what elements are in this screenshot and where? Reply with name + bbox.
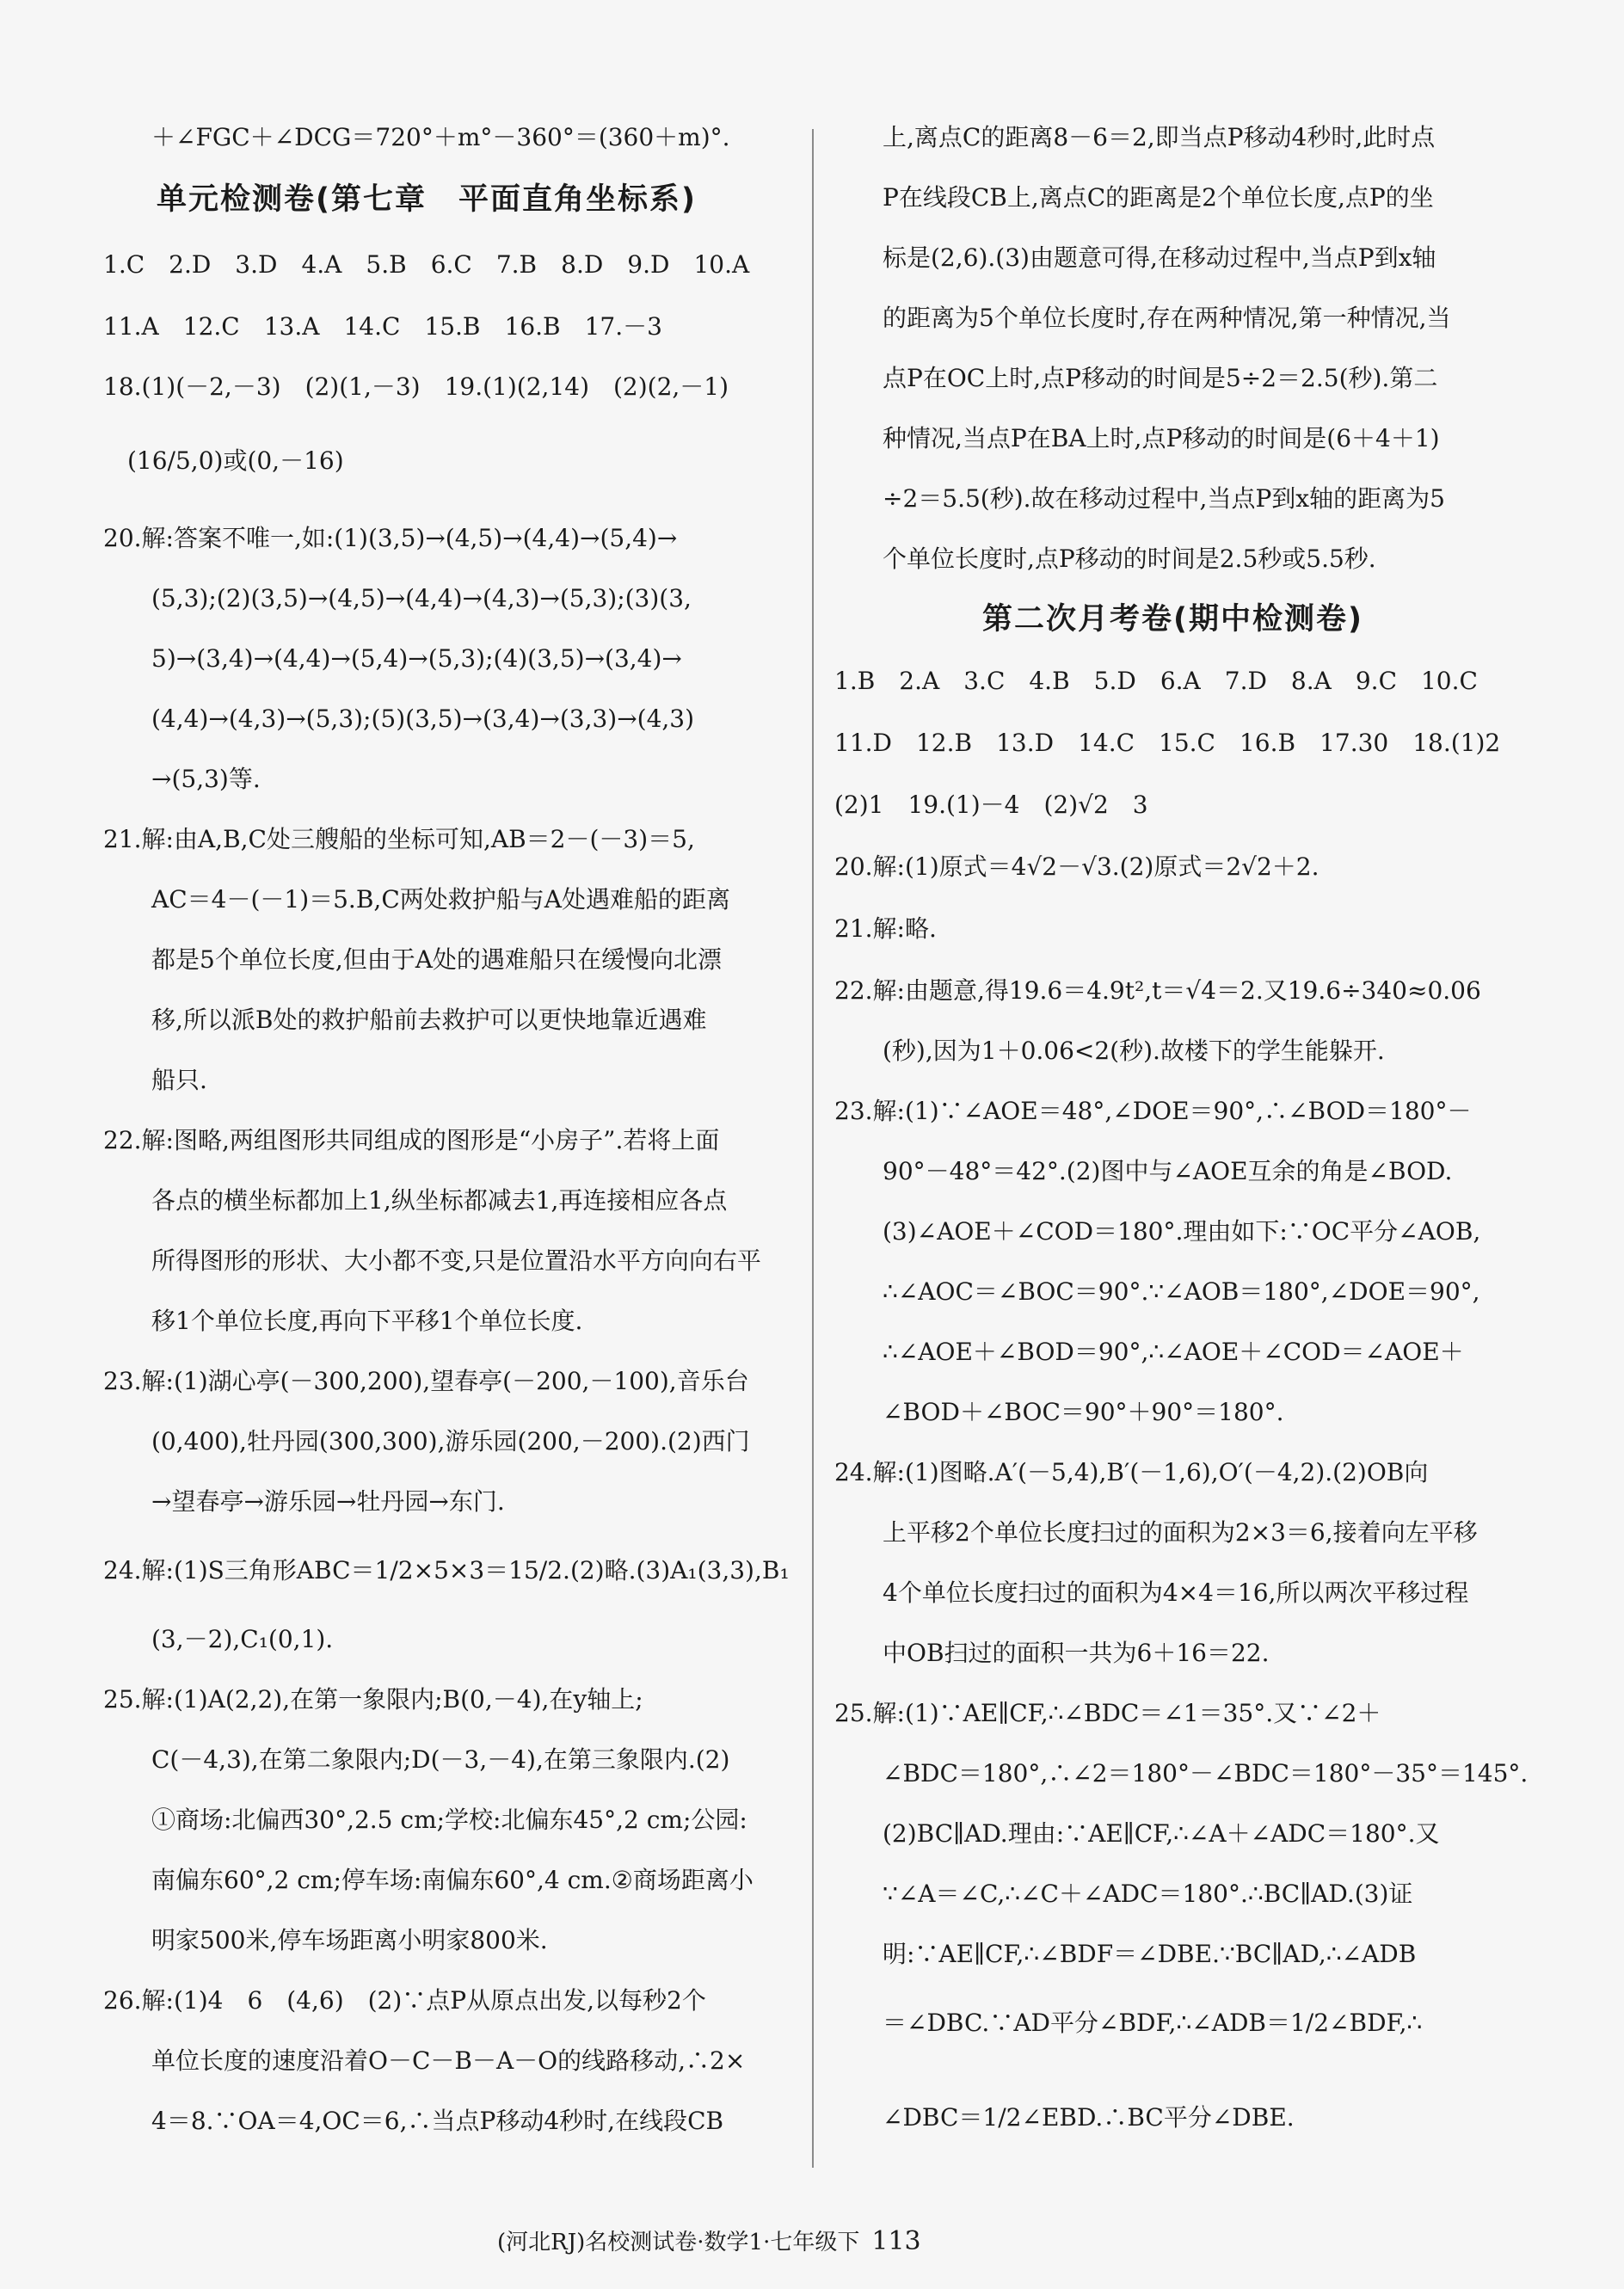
answer-line: 23.解:(1)∵∠AOE＝48°,∠DOE＝90°,∴∠BOD＝180°－ [834,1097,1472,1125]
answer-line: (16/5,0)或(0,－16) [127,446,344,475]
answer-line: 22.解:图略,两组图形共同组成的图形是“小房子”.若将上面 [103,1126,720,1154]
answer-line: ∠DBC＝1/2∠EBD.∴BC平分∠DBE. [883,2103,1295,2132]
answer-line: 4＝8.∵OA＝4,OC＝6,∴当点P移动4秒时,在线段CB [151,2107,724,2135]
page-footer [497,2227,921,2257]
answer-line: 5)→(3,4)→(4,4)→(5,4)→(5,3);(4)(3,5)→(3,4)→ [151,644,682,673]
answer-line: 23.解:(1)湖心亭(－300,200),望春亭(－200,－100),音乐台 [103,1367,749,1395]
page-number: 113 [871,2226,921,2256]
answer-line: (3)∠AOE＋∠COD＝180°.理由如下:∵OC平分∠AOB, [883,1217,1481,1246]
answer-line: ∠BDC＝180°,∴∠2＝180°－∠BDC＝180°－35°＝145°. [883,1759,1529,1788]
answer-line: 21.解:略. [834,914,937,943]
answer-line: ÷2＝5.5(秒).故在移动过程中,当点P到x轴的距离为5 [883,484,1445,513]
answer-line: ①商场:北偏西30°,2.5 cm;学校:北偏东45°,2 cm;公园: [151,1806,747,1834]
answer-line: (0,400),牡丹园(300,300),游乐园(200,－200).(2)西门 [151,1427,750,1455]
answer-line: 明家500米,停车场距离小明家800米. [151,1926,548,1954]
answer-line: 明:∵AE∥CF,∴∠BDF＝∠DBE.∵BC∥AD,∴∠ADB [883,1940,1417,1968]
answer-line: (4,4)→(4,3)→(5,3);(5)(3,5)→(3,4)→(3,3)→(4,3) [151,705,695,733]
section-heading-midterm: 第二次月考卷(期中检测卷) [982,602,1363,637]
answer-line: 25.解:(1)∵AE∥CF,∴∠BDC＝∠1＝35°.又∵∠2＋ [834,1699,1381,1727]
answer-line: 24.解:(1)图略.A′(－5,4),B′(－1,6),O′(－4,2).(2)OB向 [834,1458,1429,1486]
answer-line: 1.B 2.A 3.C 4.B 5.D 6.A 7.D 8.A 9.C 10.C [834,667,1478,695]
section-heading-unit7: 单元检测卷(第七章 平面直角坐标系) [157,182,697,217]
answer-line: 船只. [151,1066,207,1094]
answer-line: →望春亭→游乐园→牡丹园→东门. [151,1487,505,1516]
answer-line: 26.解:(1)4 6 (4,6) (2)∵点P从原点出发,以每秒2个 [103,1986,706,2015]
answer-line: (秒),因为1＋0.06<2(秒).故楼下的学生能躲开. [883,1037,1385,1065]
answer-line: ∴∠AOC＝∠BOC＝90°.∵∠AOB＝180°,∠DOE＝90°, [883,1277,1480,1306]
answer-line: 各点的横坐标都加上1,纵坐标都减去1,再连接相应各点 [151,1186,728,1215]
answer-line: 移1个单位长度,再向下平移1个单位长度. [151,1307,583,1335]
answer-line: C(－4,3),在第二象限内;D(－3,－4),在第三象限内.(2) [151,1745,730,1774]
answer-line: 20.解:答案不唯一,如:(1)(3,5)→(4,5)→(4,4)→(5,4)→ [103,524,678,552]
answer-line: 上,离点C的距离8－6＝2,即当点P移动4秒时,此时点 [883,123,1436,151]
answer-line: 1.C 2.D 3.D 4.A 5.B 6.C 7.B 8.D 9.D 10.A [103,250,750,279]
answer-line: 单位长度的速度沿着O－C－B－A－O的线路移动,∴2× [151,2046,746,2075]
answer-line: P在线段CB上,离点C的距离是2个单位长度,点P的坐 [883,183,1434,212]
footer-text: (河北RJ)名校测试卷·数学1·七年级下 [497,2230,860,2255]
answer-line: (2)BC∥AD.理由:∵AE∥CF,∴∠A＋∠ADC＝180°.又 [883,1819,1440,1848]
answer-line: 90°－48°＝42°.(2)图中与∠AOE互余的角是∠BOD. [883,1157,1453,1185]
answer-line: 点P在OC上时,点P移动的时间是5÷2＝2.5(秒).第二 [883,364,1438,392]
answer-line: 11.D 12.B 13.D 14.C 15.C 16.B 17.30 18.(1)2 [834,729,1501,757]
answer-line: 移,所以派B处的救护船前去救护可以更快地靠近遇难 [151,1006,707,1034]
answer-line: →(5,3)等. [151,765,261,793]
answer-line: (3,－2),C₁(0,1). [151,1625,334,1653]
answer-line: 4个单位长度扫过的面积为4×4＝16,所以两次平移过程 [883,1578,1469,1607]
column-divider [812,129,814,2168]
answer-line: ∴∠AOE＋∠BOD＝90°,∴∠AOE＋∠COD＝∠AOE＋ [883,1338,1464,1366]
answer-line: 20.解:(1)原式＝4√2－√3.(2)原式＝2√2＋2. [834,852,1320,881]
answer-line: (5,3);(2)(3,5)→(4,5)→(4,4)→(4,3)→(5,3);(3)(3, [151,584,692,612]
answer-line: ∵∠A＝∠C,∴∠C＋∠ADC＝180°.∴BC∥AD.(3)证 [883,1880,1413,1908]
answer-line: 22.解:由题意,得19.6＝4.9t²,t＝√4＝2.又19.6÷340≈0.06 [834,976,1481,1005]
answer-line: 11.A 12.C 13.A 14.C 15.B 16.B 17.－3 [103,312,662,341]
answer-line: AC＝4－(－1)＝5.B,C两处救护船与A处遇难船的距离 [151,885,730,914]
answer-line: 18.(1)(－2,－3) (2)(1,－3) 19.(1)(2,14) (2)(2,－1) [103,372,729,401]
answer-line: 都是5个单位长度,但由于A处的遇难船只在缓慢向北漂 [151,945,722,974]
answer-line: 种情况,当点P在BA上时,点P移动的时间是(6＋4＋1) [883,424,1440,452]
answer-line: 的距离为5个单位长度时,存在两种情况,第一种情况,当 [883,304,1451,332]
answer-line: 21.解:由A,B,C处三艘船的坐标可知,AB＝2－(－3)＝5, [103,825,695,853]
text-line: ＋∠FGC＋∠DCG＝720°＋m°－360°＝(360＋m)°. [151,123,730,151]
answer-line: 所得图形的形状、大小都不变,只是位置沿水平方向向右平 [151,1246,761,1275]
answer-line: 标是(2,6).(3)由题意可得,在移动过程中,当点P到x轴 [883,243,1436,272]
answer-line: (2)1 19.(1)－4 (2)√2 3 [834,791,1148,819]
answer-line: ∠BOD＋∠BOC＝90°＋90°＝180°. [883,1398,1284,1426]
answer-line: 上平移2个单位长度扫过的面积为2×3＝6,接着向左平移 [883,1518,1478,1547]
answer-line: 25.解:(1)A(2,2),在第一象限内;B(0,－4),在y轴上; [103,1685,643,1714]
answer-line: 南偏东60°,2 cm;停车场:南偏东60°,4 cm.②商场距离小 [151,1866,754,1894]
answer-line: 中OB扫过的面积一共为6＋16＝22. [883,1639,1270,1667]
answer-line: 24.解:(1)S三角形ABC＝1/2×5×3＝15/2.(2)略.(3)A₁(3,3),B₁ [103,1556,790,1584]
answer-line: ＝∠DBC.∵AD平分∠BDF,∴∠ADB＝1/2∠BDF,∴ [883,2009,1423,2037]
answer-line: 个单位长度时,点P移动的时间是2.5秒或5.5秒. [883,545,1376,573]
